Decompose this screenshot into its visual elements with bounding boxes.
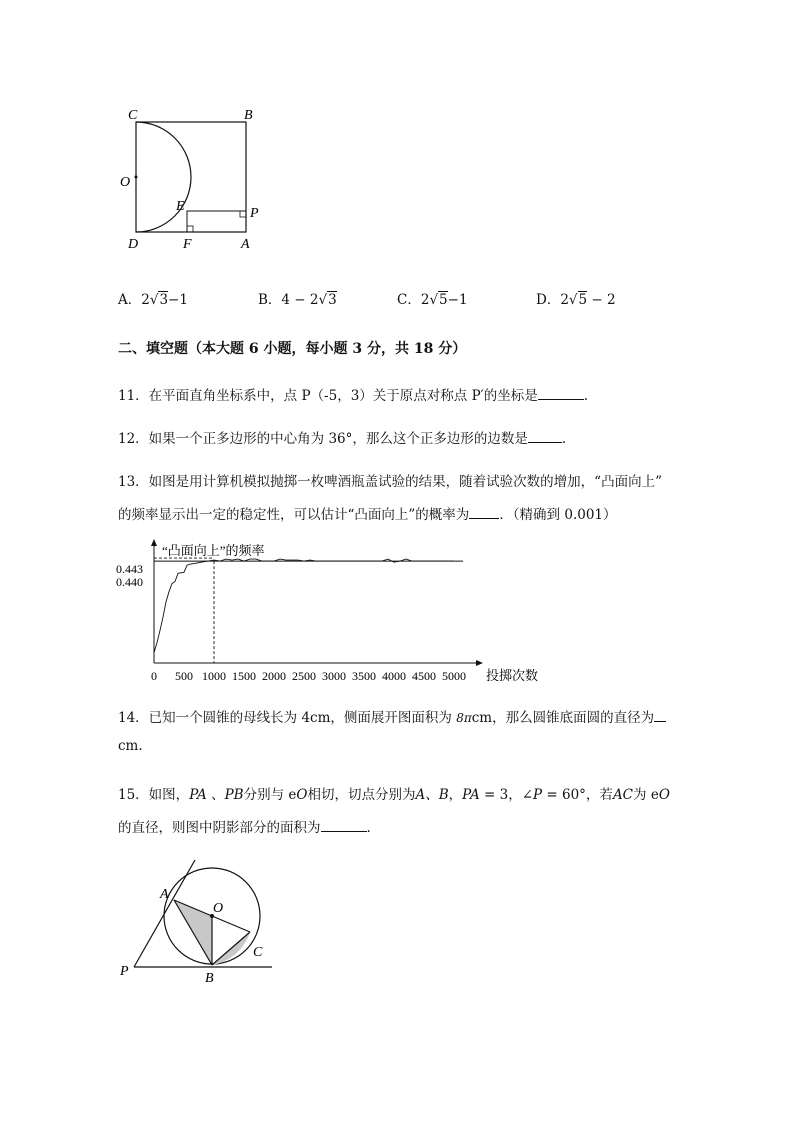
x-tick-1000: 1000 [202, 669, 226, 683]
q15-pa: PA [189, 787, 207, 803]
y-tick-0443: 0.443 [116, 562, 143, 576]
q15-part-f: 为 e [633, 787, 659, 803]
option-a-pre: 2 [141, 292, 150, 308]
question-13-line-2 [118, 503, 617, 523]
label-p: P [120, 964, 129, 979]
x-tick-3500: 3500 [352, 669, 376, 683]
option-a-post: −1 [168, 292, 188, 308]
series-line-0 [154, 559, 454, 653]
q15-pa3: PA [462, 787, 480, 803]
y-axis-label: “凸面向上”的频率 [162, 543, 265, 558]
question-15-line-1 [118, 783, 670, 803]
label-b: B [244, 108, 253, 123]
y-axis-arrow [151, 539, 157, 546]
q15-part-e: = 60°，若 [542, 787, 613, 803]
x-tick-4000: 4000 [382, 669, 406, 683]
option-c-post: −1 [447, 292, 468, 308]
q15-part-d: ， [448, 787, 463, 803]
option-d-radicand: 5 [578, 292, 588, 308]
question-14-line-1 [118, 706, 666, 726]
option-b-radicand: 3 [328, 292, 337, 308]
q15-ac: AC [612, 787, 634, 803]
option-b: B．4 − 2√3 [258, 292, 337, 308]
label-b: B [205, 971, 214, 986]
answer-blank-15[interactable] [321, 819, 367, 832]
answer-blank-12[interactable] [528, 430, 562, 443]
label-a: A [241, 237, 250, 252]
q15-eq3: = 3，∠ [479, 787, 534, 803]
x-tick-500: 500 [175, 669, 193, 683]
question-12 [118, 427, 566, 447]
option-c-pre: 2 [420, 292, 430, 308]
rectangle-efap [187, 211, 246, 232]
option-a: A．2√3−1 [118, 292, 188, 308]
option-c-letter: C． [397, 292, 421, 308]
question-14-text-2: cm，那么圆锥底面圆的直径为 [471, 710, 655, 726]
frequency-chart [110, 535, 550, 690]
answer-blank-11[interactable] [538, 387, 584, 400]
figure-circle-tangents [110, 852, 285, 987]
q15-o1: O [296, 787, 308, 803]
figure-square-semicircle [110, 100, 280, 255]
label-c: C [253, 945, 263, 960]
question-11 [118, 384, 588, 404]
q15-part-b: 分别与 e [243, 787, 297, 803]
q15-line2-text: 的直径，则图中阴影部分的面积为 [118, 820, 321, 836]
semicircle-arc [136, 122, 191, 232]
q15-part-c: 相切，切点分别为 [307, 787, 416, 803]
lateral-area-value: 8π [456, 711, 472, 725]
option-c: C．2√5−1 [397, 292, 468, 308]
label-e: E [176, 199, 185, 214]
section-heading: 二、填空题（本大题 6 小题，每小题 3 分，共 18 分） [118, 341, 467, 357]
question-12-end: . [561, 431, 567, 447]
question-13-line-1: 13．如图是用计算机模拟抛掷一枚啤酒瓶盖试验的结果，随着试验次数的增加，“凸面向上” [118, 474, 662, 490]
option-b-pre: 4 − 2 [281, 292, 319, 308]
x-tick-0: 0 [151, 669, 157, 683]
x-tick-5000: 5000 [442, 669, 466, 683]
x-tick-2000: 2000 [262, 669, 286, 683]
q15-sep: 、 [206, 787, 225, 803]
y-tick-0440: 0.440 [116, 575, 143, 589]
label-p: P [250, 206, 259, 221]
x-axis-label: 投掷次数 [486, 668, 539, 683]
answer-blank-14[interactable] [654, 709, 666, 722]
x-tick-4500: 4500 [412, 669, 436, 683]
center-o-dot [135, 176, 138, 179]
option-d-pre: 2 [560, 292, 569, 308]
label-a: A [160, 887, 169, 902]
label-d: D [128, 237, 139, 252]
answer-blank-13[interactable] [469, 506, 499, 519]
question-12-text: 12．如果一个正多边形的中心角为 36°，那么这个正多边形的边数是 [118, 431, 528, 447]
label-o: O [213, 901, 224, 916]
q15-o2: O [658, 787, 670, 803]
question-15-line-2 [118, 816, 371, 836]
q15-pb: PB [224, 787, 244, 803]
q15-ab: A、B [415, 787, 449, 803]
q15-p: P [533, 787, 543, 803]
question-13-text: 的频率显示出一定的稳定性，可以估计“凸面向上”的概率为 [118, 507, 470, 523]
question-11-text: 11．在平面直角坐标系中，点 P（-5，3）关于原点对称点 P′的坐标是 [118, 388, 538, 404]
question-13-precision-note: ．（精确到 0.001） [499, 507, 617, 523]
option-d: D．2√5 − 2 [536, 292, 616, 308]
option-a-radicand: 3 [159, 292, 169, 308]
question-11-end: . [583, 388, 589, 404]
option-a-letter: A． [118, 292, 142, 308]
option-c-radicand: 5 [439, 292, 448, 308]
question-14-text: 14．已知一个圆锥的母线长为 4cm，侧面展开图面积为 [118, 710, 452, 726]
right-angle-f [187, 226, 193, 232]
option-b-letter: B． [258, 292, 282, 308]
label-o: O [120, 175, 131, 190]
option-d-post: − 2 [587, 292, 616, 308]
right-angle-p [240, 211, 246, 217]
label-f: F [183, 237, 192, 252]
x-tick-3000: 3000 [322, 669, 346, 683]
question-14-line-2: cm. [118, 738, 143, 754]
q15-line2-end: . [366, 820, 371, 836]
x-tick-2500: 2500 [292, 669, 316, 683]
x-axis-arrow [476, 660, 483, 666]
x-tick-1500: 1500 [232, 669, 256, 683]
q15-part-a: 15．如图， [118, 787, 190, 803]
option-d-letter: D． [536, 292, 561, 308]
label-c: C [128, 108, 138, 123]
